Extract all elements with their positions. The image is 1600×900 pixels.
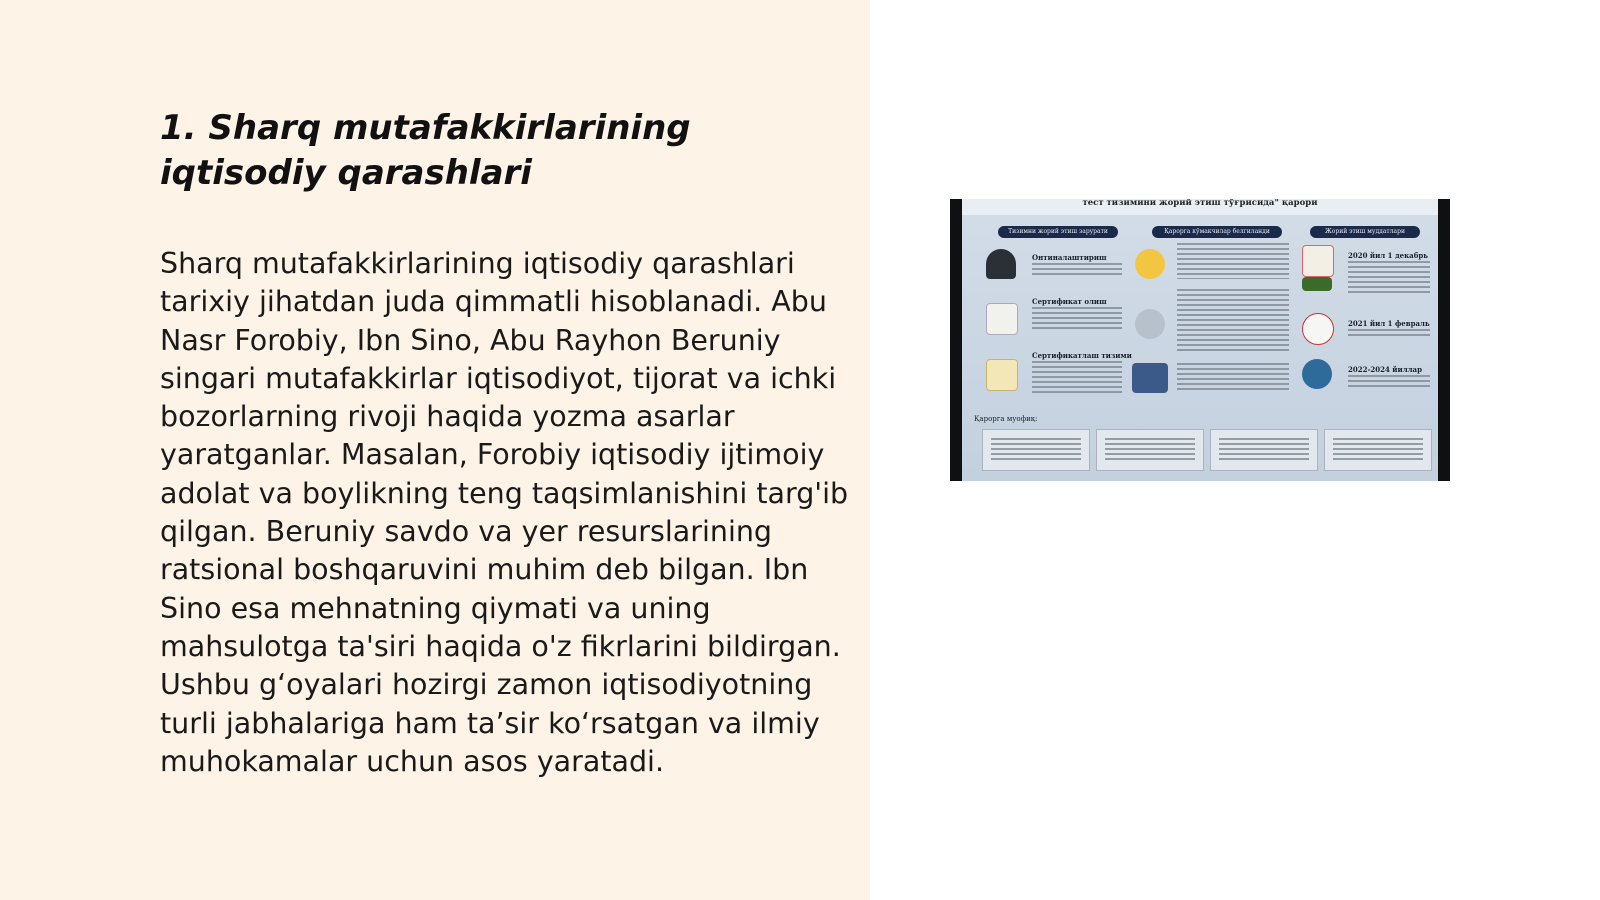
infographic-item-right-3: 2022-2024 йиллар bbox=[1348, 365, 1422, 374]
infographic-item-left-2: Сертификат олиш bbox=[1032, 297, 1107, 306]
infographic-content bbox=[962, 199, 1438, 481]
infographic-pill-need: Тизимни жорий этиш зарурати bbox=[998, 226, 1118, 238]
infographic-header: тест тизимини жорий этиш тўғрисида" қарори bbox=[962, 199, 1438, 215]
infographic-text-block bbox=[1032, 307, 1122, 331]
infographic-image bbox=[950, 199, 1450, 481]
slide-body-text: Sharq mutafakkirlarining iqtisodiy qarashlari tarixiy jihatdan juda qimmatli hisoblanadi. Abu Nasr Forobiy, Ibn Sino, Abu Rayhon Beruniy singari mutafakkirlar iqtisodiyot, tijorat va ichki bozorlarning rivoji haqida yozma asarlar yaratganlar. Masalan, Forobiy iqtisodiy ijtimoiy adolat va boylikning teng taqsimlanishini targ'ib qilgan. Beruniy savdo va yer resurslarining ratsional boshqaruvini muhim deb bilgan. Ibn Sino esa mehnatning qiymati va uning mahsulotga ta'siri haqida o'z fikrlarini bildirgan. Ushbu g‘oyalari hozirgi zamon iqtisodiyotning turli jabhalariga ham ta’sir ko‘rsatgan va ilmiy muhokamalar uchun asos yaratadi. bbox=[160, 247, 849, 778]
infographic-text-block bbox=[1348, 375, 1430, 387]
infographic-footer-box bbox=[1324, 429, 1432, 471]
infographic-text-block bbox=[1348, 261, 1430, 295]
graduate-icon bbox=[986, 249, 1016, 279]
certificate-icon bbox=[986, 359, 1018, 391]
slide-title: 1. Sharq mutafakkirlarining iqtisodiy qarashlari bbox=[160, 108, 691, 193]
science-icon bbox=[1302, 313, 1334, 345]
handshake-icon bbox=[1135, 309, 1165, 339]
document-icon bbox=[986, 303, 1018, 335]
building-icon bbox=[1132, 363, 1168, 393]
infographic-text-block bbox=[1177, 243, 1289, 279]
infographic-text-block bbox=[1177, 289, 1289, 351]
infographic-item-right-1: 2020 йил 1 декабрь bbox=[1348, 251, 1429, 260]
infographic-text-block bbox=[1177, 363, 1289, 393]
infographic-pill-deadlines: Жорий этиш муддатлари bbox=[1310, 226, 1420, 238]
infographic-item-left-3: Сертификатлаш тизими bbox=[1032, 351, 1132, 360]
infographic-item-right-2: 2021 йил 1 февраль bbox=[1348, 319, 1430, 328]
globe-icon bbox=[1302, 359, 1332, 389]
book-icon bbox=[1302, 245, 1334, 277]
lightbulb-icon bbox=[1135, 249, 1165, 279]
infographic-text-block bbox=[1032, 361, 1122, 393]
infographic-text-block bbox=[1032, 263, 1122, 277]
infographic-pill-helpers: Қарорга кўмакчилар белгиланди bbox=[1152, 226, 1282, 238]
infographic-footer-box bbox=[1096, 429, 1204, 471]
infographic-text-block bbox=[1348, 329, 1430, 337]
chalkboard-icon bbox=[1302, 277, 1332, 291]
infographic-footer-box bbox=[982, 429, 1090, 471]
infographic-footer-box bbox=[1210, 429, 1318, 471]
infographic-footer-label: Қарорга муофиқ: bbox=[974, 415, 1038, 423]
infographic-item-left-1: Онтиналаштириш bbox=[1032, 253, 1107, 262]
